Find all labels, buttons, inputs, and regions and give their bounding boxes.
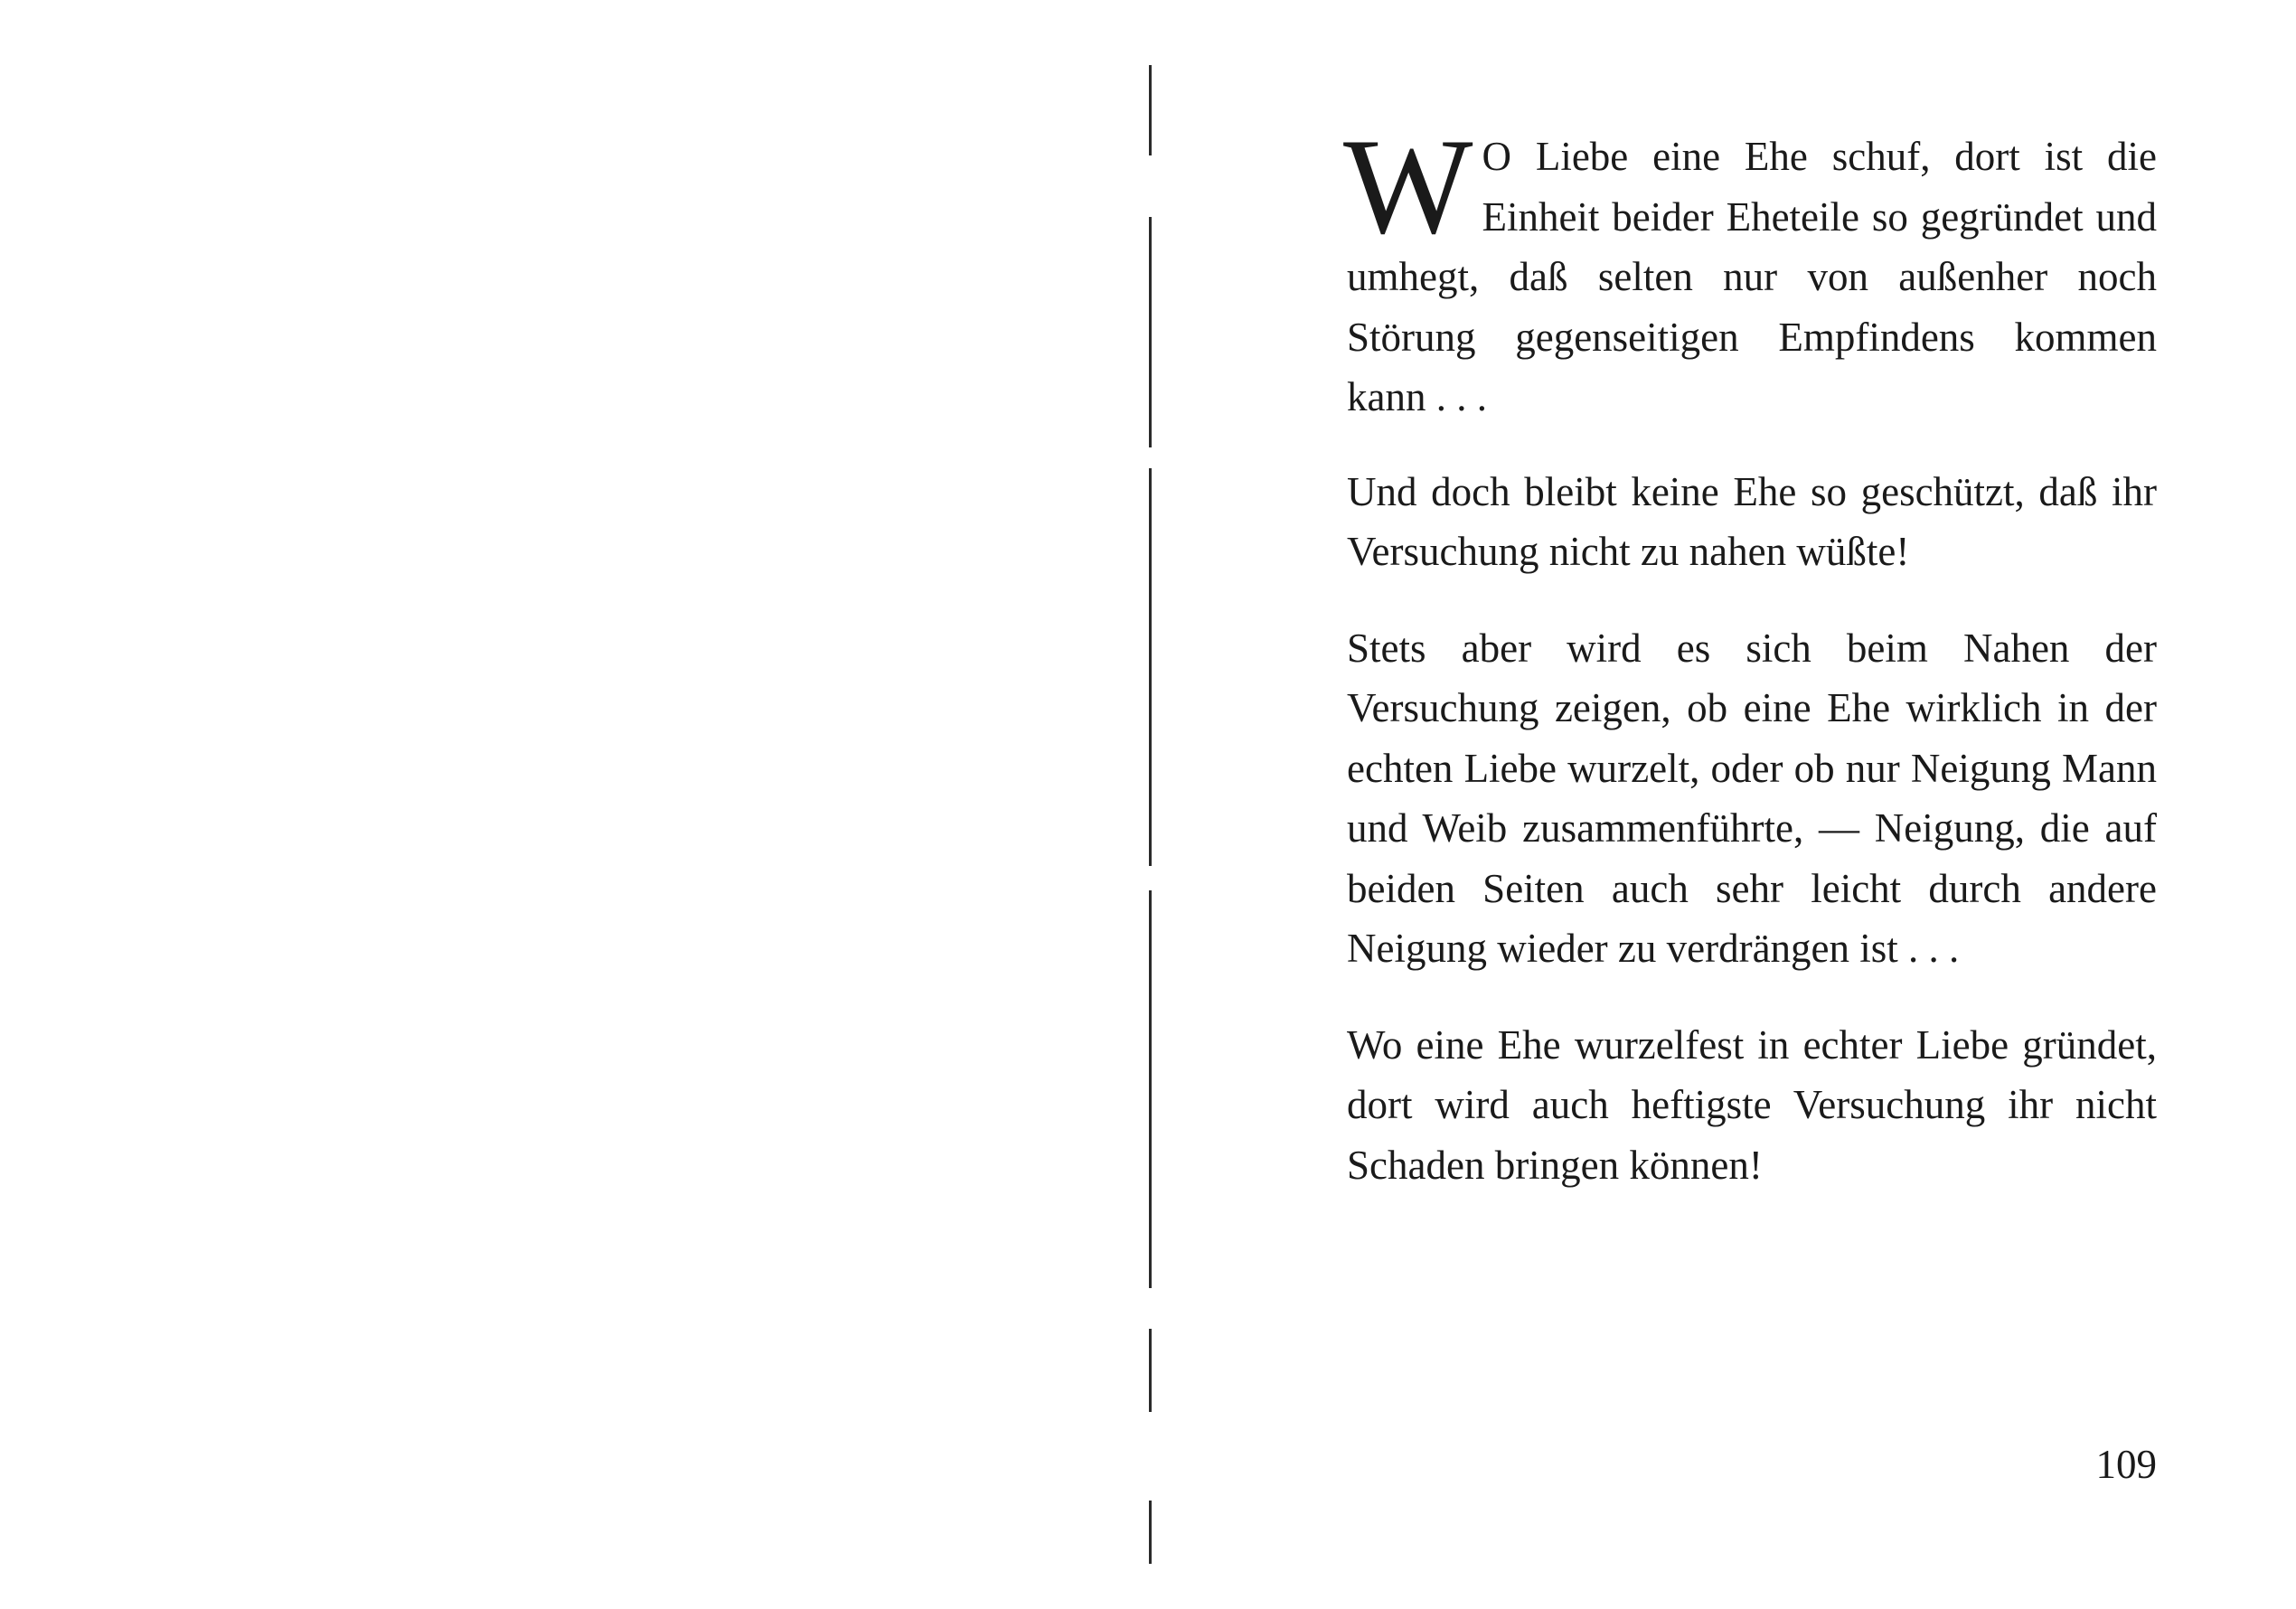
page-gutter [1146, 0, 1155, 1609]
paragraph-3: Stets aber wird es sich beim Nahen der Versuchung zeigen, ob eine Ehe wirklich in der echten Liebe wurzelt, oder ob nur Neigung Mann und Weib zusammenführte, — Neigung, die auf beiden Seiten auch sehr leicht durch andere Neigung wieder zu verdrängen ist . . . [1347, 625, 2157, 971]
gutter-line-segment [1149, 468, 1152, 866]
gutter-line-segment [1149, 1329, 1152, 1412]
paragraph-4: Wo eine Ehe wurzelfest in echter Liebe gründet, dort wird auch heftigste Versuchung ihr nicht Schaden bringen können! [1347, 1021, 2157, 1188]
gutter-line-segment [1149, 890, 1152, 1288]
first-word-rest: O [1482, 134, 1511, 179]
gutter-line-segment [1149, 1501, 1152, 1564]
paragraph-2: Und doch bleibt keine Ehe so geschützt, daß ihr Versuchung nicht zu nahen wüßte! [1347, 468, 2157, 574]
gutter-line-segment [1149, 65, 1152, 155]
gutter-line-segment [1149, 217, 1152, 447]
page-number: 109 [2095, 1442, 2157, 1487]
paragraph-1 [1343, 110, 2157, 428]
right-page [1155, 0, 2296, 1609]
body-text [1343, 110, 2157, 1231]
drop-cap: W [1343, 110, 1470, 262]
paragraph-1-text: Liebe eine Ehe schuf, dort ist die Einheit beider Eheteile so gegründet und umhegt, daß selten nur von außenher noch Störung gegenseitigen Empfindens kommen kann . . . [1347, 134, 2157, 419]
